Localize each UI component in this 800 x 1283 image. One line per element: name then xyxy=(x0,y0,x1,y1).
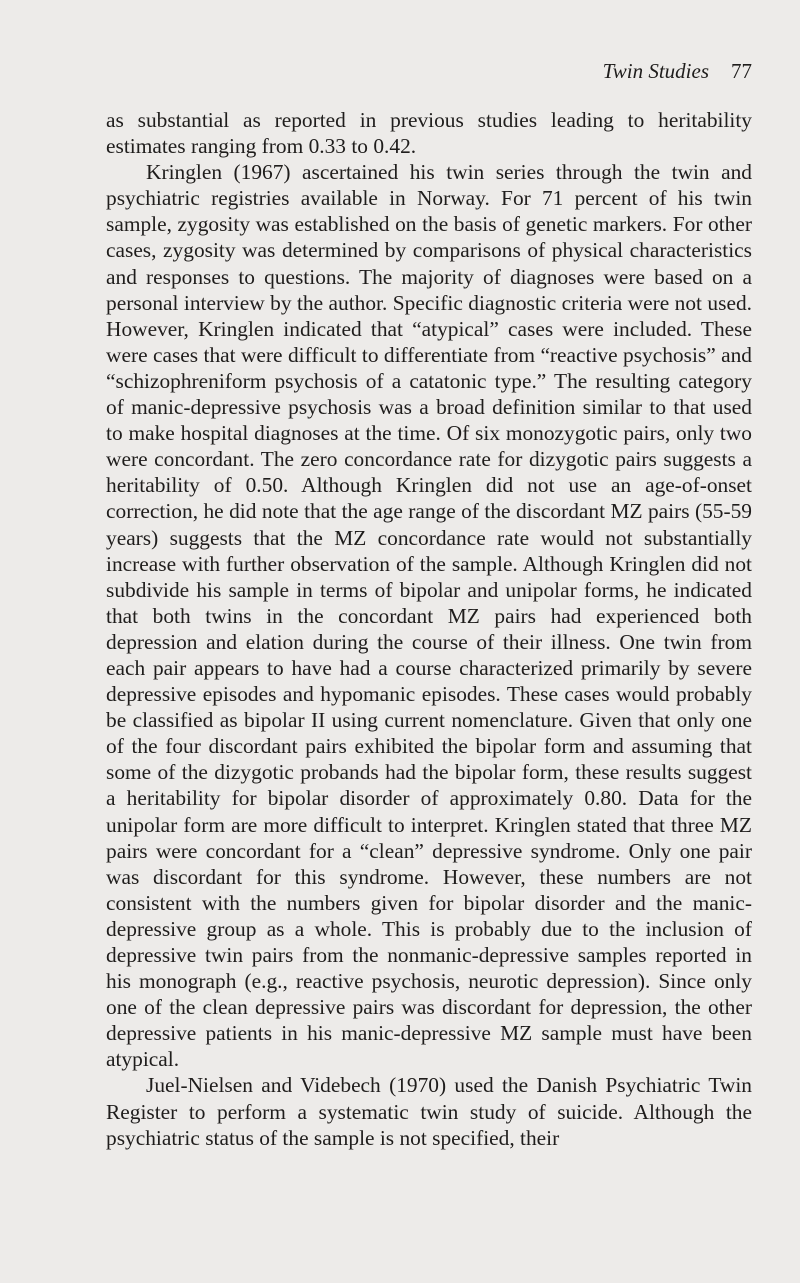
paragraph-continuation: as substantial as reported in previous studies leading to heritability estimates ranging from 0.33 to 0.42. xyxy=(106,108,752,159)
running-head xyxy=(0,58,752,84)
page-number: 77 xyxy=(731,59,752,83)
paragraph-kringlen: Kringlen (1967) ascertained his twin series through the twin and psychiatric registries available in Norway. For 71 percent of his twin sample, zygosity was established on the basis of genetic markers. For other cases, zygosity was determined by comparisons of physical characteristics and responses to questions. The majority of diagnoses were based on a personal interview by the author. Specific diagnostic criteria were not used. However, Kringlen indicated that “atypical” cases were included. These were cases that were difficult to differentiate from “reactive psychosis” and “schizophreniform psychosis of a catatonic type.” The resulting category of manic-depressive psychosis was a broad definition similar to that used to make hospital diagnoses at the time. Of six monozygotic pairs, only two were concordant. The zero concordance rate for dizygotic pairs suggests a heritability of 0.50. Although Kringlen did not use an age-of-onset correction, he did note that the age range of the discordant MZ pairs (55-59 years) suggests that the MZ concordance rate would not substantially increase with further observation of the sample. Although Kringlen did not subdivide his sample in terms of bipolar and unipolar forms, he indicated that both twins in the concordant MZ pairs had experienced both depression and elation during the course of their illness. One twin from each pair appears to have had a course characterized primarily by severe depressive episodes and hypomanic episodes. These cases would probably be classified as bipolar II using current nomenclature. Given that only one of the four discordant pairs exhibited the bipolar form and assuming that some of the dizygotic probands had the bipolar form, these results suggest a heritability for bipolar disorder of approximately 0.80. Data for the unipolar form are more difficult to interpret. Kringlen stated that three MZ pairs were concordant for a “clean” depressive syndrome. Only one pair was discordant for this syndrome. However, these numbers are not consistent with the numbers given for bipolar disorder and the manic-depressive group as a whole. This is probably due to the inclusion of depressive twin pairs from the nonmanic-depressive samples reported in his monograph (e.g., reactive psychosis, neurotic depression). Since only one of the clean depressive pairs was discordant for depression, the other depressive patients in his manic-depressive MZ sample must have been atypical. xyxy=(106,160,752,1072)
running-title: Twin Studies xyxy=(602,59,709,83)
body-text xyxy=(106,107,752,1151)
paragraph-juel-nielsen: Juel-Nielsen and Videbech (1970) used the Danish Psychiatric Twin Register to perform a systematic twin study of suicide. Although the psychiatric status of the sample is not specified, their xyxy=(106,1073,752,1150)
